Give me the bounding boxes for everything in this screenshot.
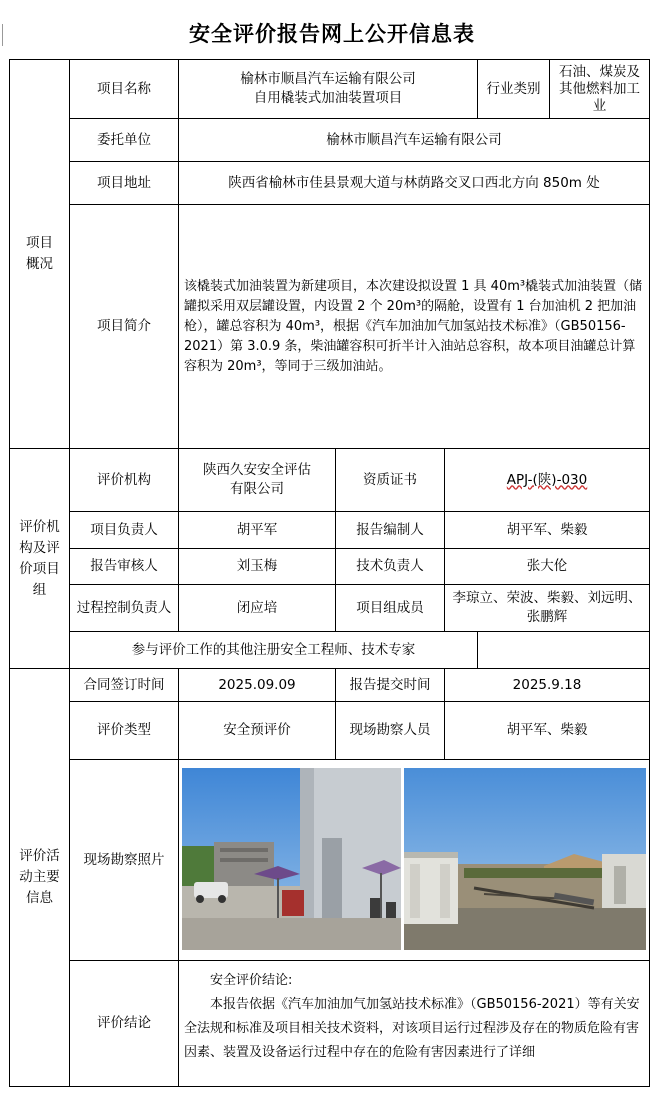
org-value — [179, 449, 336, 512]
org-label: 评价机构 — [70, 449, 179, 512]
others-value — [478, 632, 650, 669]
section-overview: 项目 概况 — [10, 60, 70, 449]
project-name-value — [179, 60, 478, 119]
address-value: 陕西省榆林市佳县景观大道与林荫路交叉口西北方向 850m 处 — [179, 162, 650, 205]
reviewer-label: 报告审核人 — [70, 549, 179, 585]
lead-label: 项目负责人 — [70, 512, 179, 549]
contract-value: 2025.09.09 — [179, 669, 336, 702]
process-value: 闭应培 — [179, 585, 336, 632]
client-value: 榆林市顺昌汽车运输有限公司 — [179, 119, 650, 162]
info-table — [9, 59, 650, 1087]
contract-label: 合同签订时间 — [70, 669, 179, 702]
conclusion-cell — [179, 961, 650, 1087]
section-activity: 评价活 动主要 信息 — [10, 669, 70, 1087]
survey-value: 胡平军、柴毅 — [445, 702, 650, 760]
tech-label: 技术负责人 — [336, 549, 445, 585]
members-value — [445, 585, 650, 632]
project-name-label: 项目名称 — [70, 60, 179, 119]
lead-value: 胡平军 — [179, 512, 336, 549]
members-line2: 张鹏辉 — [526, 609, 568, 625]
reviewer-value: 刘玉梅 — [179, 549, 336, 585]
page-title: 安全评价报告网上公开信息表 — [189, 22, 475, 46]
process-label: 过程控制负责人 — [70, 585, 179, 632]
type-value: 安全预评价 — [179, 702, 336, 760]
industry-label: 行业类别 — [478, 60, 550, 119]
conclusion-label: 评价结论 — [70, 961, 179, 1087]
author-label: 报告编制人 — [336, 512, 445, 549]
members-label: 项目组成员 — [336, 585, 445, 632]
conclusion-title: 安全评价结论: — [210, 973, 293, 988]
author-value: 胡平军、柴毅 — [445, 512, 650, 549]
conclusion-text: 本报告依据《汽车加油加气加氢站技术标准》（GB50156-2021）等有关安全法规和标准及项目相关技术资料，对该项目运行过程涉及存在的物质危险有害因素、装置及设备运行过程中存在的危险有害因素进行了详细 — [184, 997, 640, 1060]
cert-value — [445, 449, 650, 512]
survey-label: 现场勘察人员 — [336, 702, 445, 760]
submit-label: 报告提交时间 — [336, 669, 445, 702]
members-line1: 李琼立、荣波、柴毅、刘远明、 — [452, 590, 642, 606]
cert-label: 资质证书 — [336, 449, 445, 512]
address-label: 项目地址 — [70, 162, 179, 205]
intro-text: 该橇装式加油装置为新建项目，本次建设拟设置 1 具 40m³橇装式加油装置（储罐拟采用双层罐设置，内设置 2 个 20m³的隔舱，设置有 1 台加油机 2 把加油枪），罐总容积为 40m³，根据《汽车加油加气加氢站技术标准》（GB50156-2021）第 3.0.9 条，柴油罐容积可折半计入油站总容积，故本项目油罐总计算容积为 20m³，等同于三级加油站。 — [179, 205, 650, 449]
industry-value: 石油、煤炭及其他燃料加工业 — [550, 60, 650, 119]
project-name-line1: 榆林市顺昌汽车运输有限公司 — [240, 71, 416, 87]
section-team: 评价机 构及评 价项目 组 — [10, 449, 70, 669]
tech-value: 张大伦 — [445, 549, 650, 585]
cert-number: APJ-(陕)-030 — [506, 471, 588, 488]
org-line2: 有限公司 — [230, 481, 284, 497]
site-photo-left — [182, 768, 401, 950]
intro-label: 项目简介 — [70, 205, 179, 449]
site-photo-right — [404, 768, 646, 950]
photos-label: 现场勘察照片 — [70, 760, 179, 961]
photos-cell — [179, 760, 650, 961]
project-name-line2: 自用橇装式加油装置项目 — [253, 90, 403, 106]
submit-value: 2025.9.18 — [445, 669, 650, 702]
client-label: 委托单位 — [70, 119, 179, 162]
org-line1: 陕西久安安全评估 — [203, 462, 311, 478]
others-label: 参与评价工作的其他注册安全工程师、技术专家 — [70, 632, 478, 669]
type-label: 评价类型 — [70, 702, 179, 760]
